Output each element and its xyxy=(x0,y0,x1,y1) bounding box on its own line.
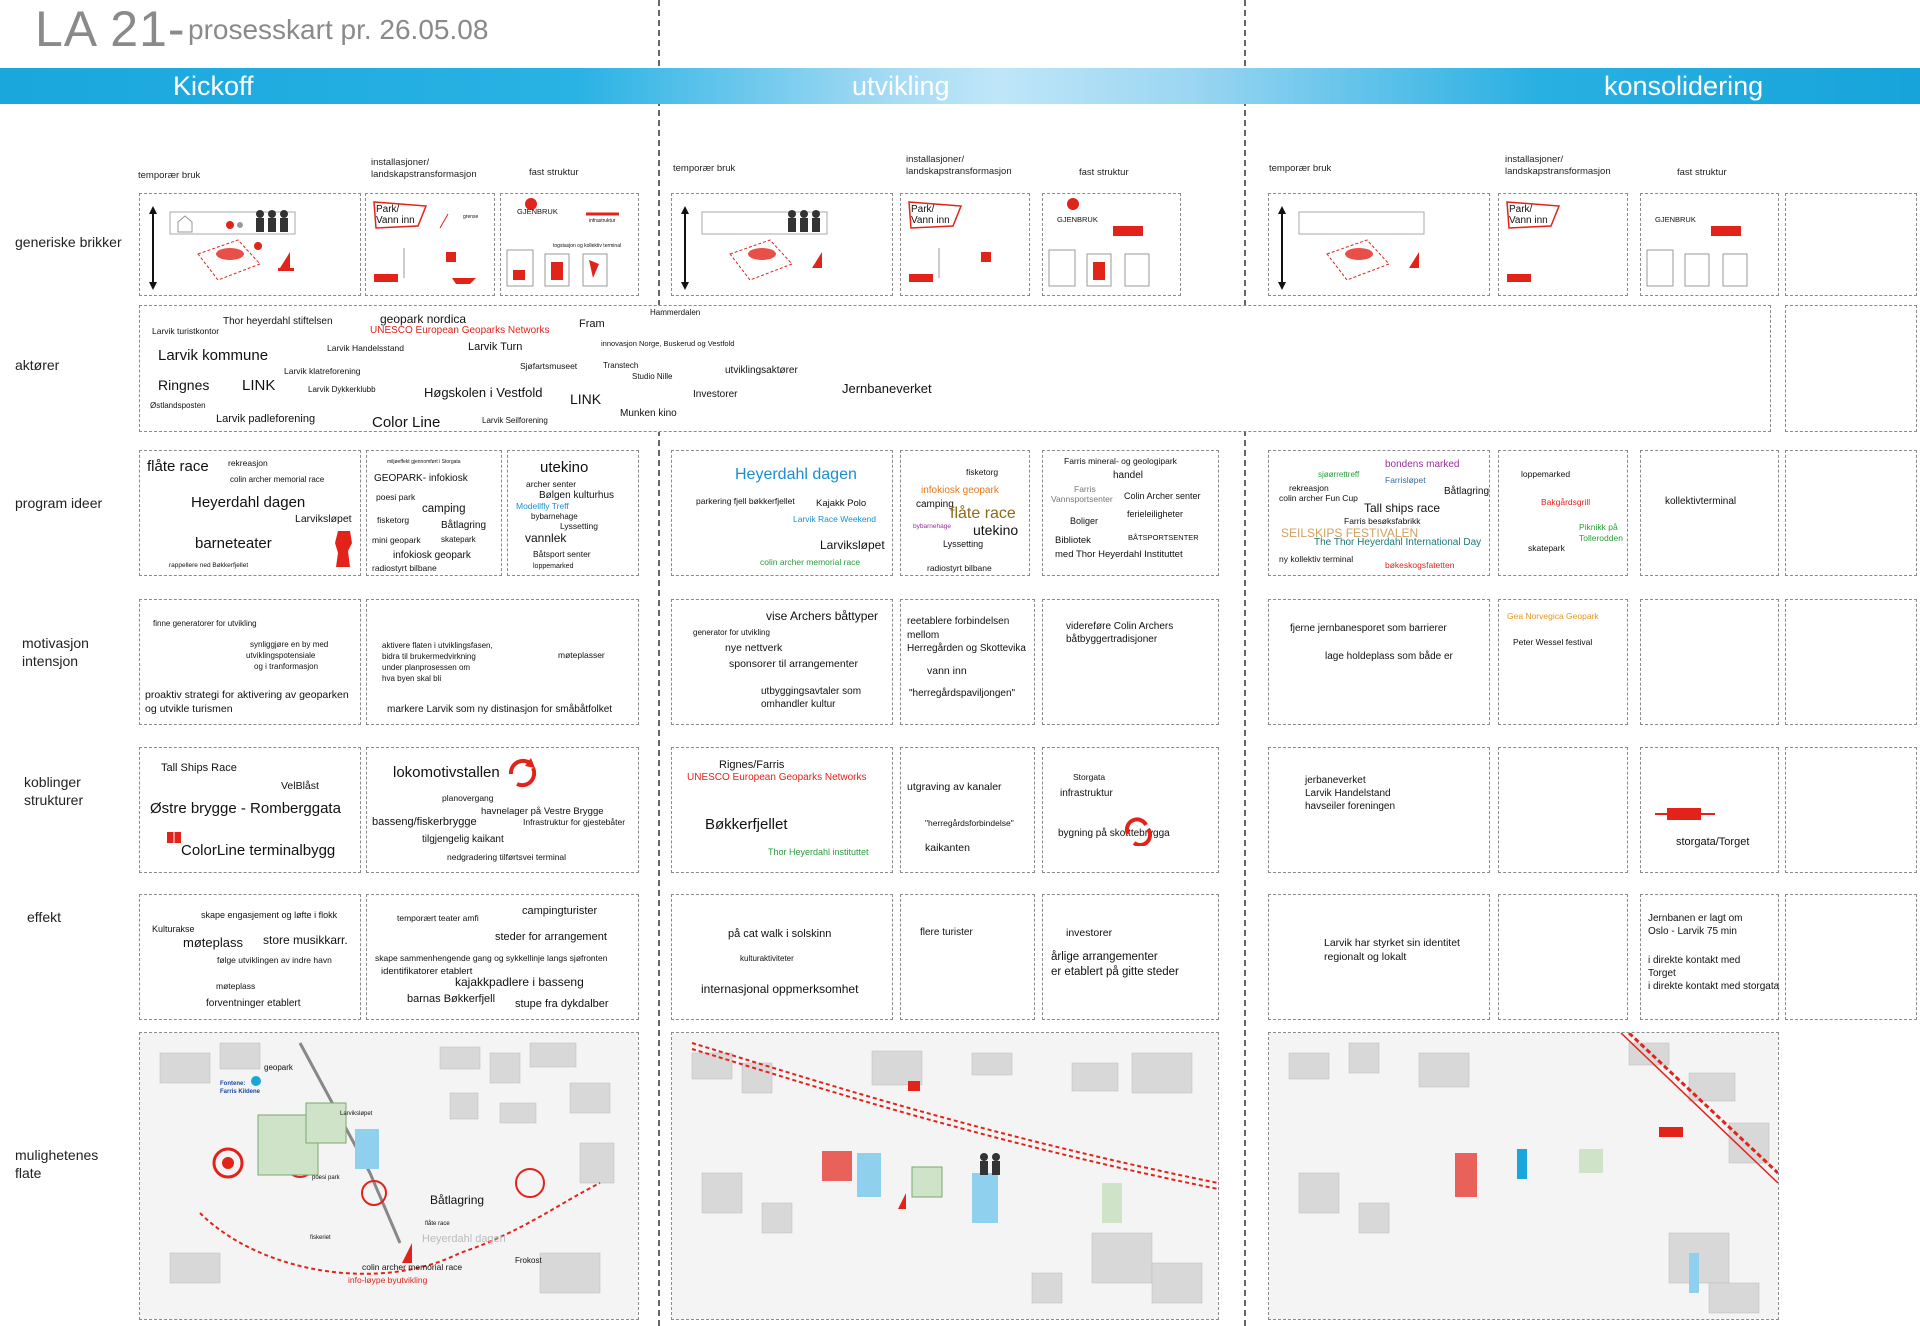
map-konsolidering xyxy=(1268,1032,1779,1320)
program-item: skatepark xyxy=(1528,543,1565,553)
motivasjon-item: bidra til brukermedvirkning xyxy=(382,652,476,661)
infrastruktur-label: infrastruktur xyxy=(589,218,616,224)
effekt-item: følge utviklingen av indre havn xyxy=(217,955,332,965)
kobling-item: Tall Ships Race xyxy=(161,762,237,774)
motivasjon-u3 xyxy=(1042,599,1219,725)
motivasjon-item: utviklingspotensiale xyxy=(246,651,316,660)
program-item: Larviksløpet xyxy=(820,538,885,552)
kobling-item: Larvik Handelstand xyxy=(1305,788,1391,799)
effekt-item: forventninger etablert xyxy=(206,998,301,1009)
phase-konsolidering: konsolidering xyxy=(1604,71,1764,101)
motivasjon-item: Peter Wessel festival xyxy=(1513,637,1593,647)
effekt-u2 xyxy=(900,894,1035,1020)
page-subtitle: prosesskart pr. 26.05.08 xyxy=(188,14,489,45)
fixed-structure-icon-2 xyxy=(1043,194,1179,294)
aktor: geopark nordica xyxy=(380,312,467,326)
program-item: fisketorg xyxy=(966,467,999,477)
koblinger-c1 xyxy=(1268,747,1490,873)
program-item: bybarnehage xyxy=(913,523,951,530)
motivasjon-item: generator for utvikling xyxy=(693,628,770,637)
motivasjon-item: og utvikle turismen xyxy=(145,703,233,715)
program-item: bybarnehage xyxy=(531,512,578,521)
kobling-item: ColorLine terminalbygg xyxy=(181,842,336,859)
koblinger-c2 xyxy=(1498,747,1628,873)
col-header-temp-k: temporær bruk xyxy=(138,170,201,181)
effekt-c1 xyxy=(1268,894,1490,1020)
kobling-item: basseng/fiskerbrygge xyxy=(372,816,477,828)
program-item: The Thor Heyerdahl International Day xyxy=(1314,537,1482,548)
motivasjon-item: og i tranformasjon xyxy=(254,662,319,671)
aktor: Studio Nille xyxy=(632,372,673,381)
gjenbruk-label-2: GJENBRUK xyxy=(1057,215,1098,224)
row-label-generiske: generiske brikker xyxy=(15,234,122,250)
program-item: ny kollektiv terminal xyxy=(1279,554,1354,564)
motivasjon-item: mellom xyxy=(907,630,940,641)
program-c1 xyxy=(1268,450,1490,576)
infrastructure-bar-icon xyxy=(1655,806,1715,822)
program-item: Heyerdahl dagen xyxy=(735,466,857,483)
effekt-item: Oslo - Larvik 75 min xyxy=(1648,926,1737,937)
motivasjon-item: vise Archers båttyper xyxy=(766,609,879,623)
map-label: Farris Kildene xyxy=(220,1089,261,1095)
program-u2 xyxy=(900,450,1030,576)
motivasjon-item: markere Larvik som ny distinasjon for småbåtfolket xyxy=(387,704,613,715)
effekt-item: møteplass xyxy=(216,981,256,991)
program-k3 xyxy=(507,450,639,576)
motivasjon-item: vann inn xyxy=(927,665,967,677)
recycle-icon-2 xyxy=(1123,816,1153,846)
kobling-item: Thor Heyerdahl instituttet xyxy=(768,847,869,857)
motivasjon-item: sponsorer til arrangementer xyxy=(729,658,858,670)
motivasjon-item: videreføre Colin Archers xyxy=(1066,621,1174,632)
effekt-item: i direkte kontakt med xyxy=(1648,955,1741,966)
map-label: info-løype byutvikling xyxy=(348,1275,428,1285)
program-item: Farris besøksfabrikk xyxy=(1344,516,1421,526)
aktor: Thor heyerdahl stiftelsen xyxy=(223,316,333,327)
row-label-aktorer: aktører xyxy=(15,357,60,373)
effekt-item: investorer xyxy=(1066,927,1113,939)
col-header-fast-u: fast struktur xyxy=(1079,167,1129,178)
kobling-item: "herregårdsforbindelse" xyxy=(925,818,1014,828)
motivasjon-k1 xyxy=(139,599,361,725)
phase-divider-1 xyxy=(658,0,660,1326)
program-item: skatepark xyxy=(441,535,476,544)
program-item: Lyssetting xyxy=(943,539,984,549)
map-utvikling xyxy=(671,1032,1219,1320)
program-u1 xyxy=(671,450,893,576)
kobling-item: VelBlåst xyxy=(281,780,319,792)
aktor: Larvik Turn xyxy=(468,341,523,353)
motivasjon-item: omhandler kultur xyxy=(761,699,836,710)
col-header-install-c: installasjoner/ landskapstransformasjon xyxy=(1505,154,1611,177)
site-map-konsolidering xyxy=(1269,1033,1778,1319)
program-item: Colin Archer senter xyxy=(1124,491,1201,501)
program-item: Båtsport senter xyxy=(533,549,591,559)
aktor: innovasjon Norge, Buskerud og Vestfold xyxy=(601,339,735,348)
program-item: SEILSKIPS FESTIVALEN xyxy=(1281,526,1419,540)
aktor: Sjøfartsmuseet xyxy=(520,361,578,371)
park-label-3: Park/ Vann inn xyxy=(1509,204,1548,226)
program-item: Modellfly Treff xyxy=(516,501,569,511)
effekt-item: steder for arrangement xyxy=(495,931,607,943)
koblinger-u2 xyxy=(900,747,1035,873)
phase-divider-2 xyxy=(1244,0,1246,1326)
kobling-item: UNESCO European Geoparks Networks xyxy=(687,772,867,783)
program-item: utekino xyxy=(973,522,1019,538)
page-title: LA 21- xyxy=(35,1,186,57)
motivasjon-extra xyxy=(1785,599,1917,725)
brick-temp-kickoff xyxy=(139,193,361,296)
motivasjon-item: lage holdeplass som både er xyxy=(1325,651,1453,662)
temporary-use-icon-3 xyxy=(1269,194,1489,294)
effekt-u1 xyxy=(671,894,893,1020)
motivasjon-item: møteplasser xyxy=(558,650,605,660)
aktor: UNESCO European Geoparks Networks xyxy=(370,325,550,336)
aktor: Larvik Seilforening xyxy=(482,416,548,425)
col-header-temp-u: temporær bruk xyxy=(673,163,736,174)
motivasjon-c1 xyxy=(1268,599,1490,725)
program-item: ferieleiligheter xyxy=(1127,509,1184,519)
kobling-item: planovergang xyxy=(442,793,494,803)
map-label: Båtlagring xyxy=(430,1193,485,1207)
aktor: Fram xyxy=(579,318,605,330)
program-item: radiostyrt bilbane xyxy=(927,563,992,573)
program-item: Farris mineral- og geologipark xyxy=(1064,456,1177,466)
program-item: handel xyxy=(1113,470,1144,481)
kobling-item: Rignes/Farris xyxy=(719,759,785,771)
program-item: rappellere ned Bøkkerfjellet xyxy=(169,562,249,569)
motivasjon-item: proaktiv strategi for aktivering av geoparken xyxy=(145,689,349,701)
row-label-koblinger: koblinger strukturer xyxy=(24,774,84,808)
program-u3 xyxy=(1042,450,1219,576)
effekt-item: identifikatorer etablert xyxy=(381,966,473,977)
program-item: bøkeskogsfatetten xyxy=(1385,560,1455,570)
motivasjon-item: utbyggingsavtaler som xyxy=(761,686,862,697)
kobling-item: kaikanten xyxy=(925,842,970,854)
brick-fast-utvikling xyxy=(1042,193,1181,296)
map-label: fiskeriet xyxy=(310,1235,331,1241)
aktor: utviklingsaktører xyxy=(725,365,798,376)
program-item: GEOPARK- infokiosk xyxy=(374,473,468,484)
koblinger-u1 xyxy=(671,747,893,873)
brick-extra-konsolidering xyxy=(1785,193,1917,296)
map-label: colin archer memorial race xyxy=(362,1262,463,1272)
effekt-c2 xyxy=(1498,894,1628,1020)
brick-install-utvikling xyxy=(900,193,1030,296)
program-item: Tollerodden xyxy=(1579,533,1623,543)
park-label: Park/ Vann inn xyxy=(376,204,415,226)
aktor: Jernbaneverket xyxy=(842,381,932,396)
kobling-item: havnelager på Vestre Brygge xyxy=(481,806,604,817)
program-k1 xyxy=(139,450,361,576)
motivasjon-k2 xyxy=(366,599,639,725)
program-item: infokiosk geopark xyxy=(393,550,471,561)
program-item: Tall ships race xyxy=(1364,501,1441,515)
program-item: utekino xyxy=(540,459,589,476)
col-header-install-k: installasjoner/ landskapstransformasjon xyxy=(371,157,477,180)
program-extra xyxy=(1785,450,1917,576)
effekt-c3 xyxy=(1640,894,1779,1020)
moai-icon xyxy=(332,529,356,569)
program-item: Larvik Race Weekend xyxy=(793,514,876,524)
program-item: Båtlagring xyxy=(441,520,487,531)
program-item: radiostyrt bilbane xyxy=(372,563,437,573)
program-item: colin archer memorial race xyxy=(760,557,861,567)
aktor: Høgskolen i Vestfold xyxy=(424,385,543,400)
park-label-2: Park/ Vann inn xyxy=(911,204,950,226)
kobling-item: jerbaneverket xyxy=(1305,775,1366,786)
kobling-item: storgata/Torget xyxy=(1676,836,1750,848)
program-item: parkering fjell bøkkerfjellet xyxy=(696,496,795,506)
program-item: Lyssetting xyxy=(560,521,598,531)
aktor: Investorer xyxy=(693,389,738,400)
row-label-effekt: effekt xyxy=(27,909,61,925)
motivasjon-c3 xyxy=(1640,599,1779,725)
aktor: Østlandsposten xyxy=(150,401,206,410)
aktor: LINK xyxy=(570,391,602,407)
effekt-item: campingturister xyxy=(522,905,598,917)
aktor: Larvik kommune xyxy=(158,347,269,364)
kobling-item: utgraving av kanaler xyxy=(907,781,1002,793)
aktor: Larvik Handelsstand xyxy=(327,343,405,353)
kobling-item: nedgradering tilførtsvei terminal xyxy=(447,852,567,862)
col-header-install-u: installasjoner/ landskapstransformasjon xyxy=(906,154,1012,177)
effekt-item: store musikkarr. xyxy=(263,933,348,947)
program-item: flåte race xyxy=(950,505,1016,522)
kobling-item: infrastruktur xyxy=(1060,788,1113,799)
kobling-item: Storgata xyxy=(1073,772,1106,782)
program-item: fisketorg xyxy=(377,515,410,525)
col-header-fast-k: fast struktur xyxy=(529,167,579,178)
brick-temp-konsolidering xyxy=(1268,193,1490,296)
motivasjon-item: nye nettverk xyxy=(725,642,783,654)
brick-install-kickoff xyxy=(365,193,495,296)
map-label: Larviksløpet xyxy=(340,1111,373,1117)
program-item: archer senter xyxy=(526,479,577,489)
program-item: rekreasjon xyxy=(1289,483,1329,493)
motivasjon-item: "herregårdspaviljongen" xyxy=(909,688,1016,699)
recycle-icon xyxy=(505,754,539,788)
motivasjon-u2 xyxy=(900,599,1035,725)
motivasjon-item: Gea Norvegica Geopark xyxy=(1507,611,1599,621)
motivasjon-item: aktivere flaten i utviklingsfasen, xyxy=(382,641,493,650)
koblinger-u3 xyxy=(1042,747,1219,873)
motivasjon-item: reetablere forbindelsen xyxy=(907,616,1010,627)
aktor: Hammerdalen xyxy=(650,308,701,317)
row-label-program: program ideer xyxy=(15,495,103,511)
brick-fast-konsolidering xyxy=(1640,193,1779,296)
program-item: med Thor Heyerdahl Instituttet xyxy=(1055,549,1183,560)
program-item: Heyerdahl dagen xyxy=(191,494,306,511)
effekt-item: årlige arrangementer xyxy=(1051,951,1158,963)
effekt-item: temporært teater amfi xyxy=(397,913,479,923)
effekt-item: barnas Bøkkerfjell xyxy=(407,993,496,1005)
temporary-use-icon-2 xyxy=(672,194,892,294)
brick-fast-kickoff xyxy=(500,193,639,296)
effekt-u3 xyxy=(1042,894,1219,1020)
kobling-item: havseiler foreningen xyxy=(1305,801,1396,812)
kobling-item: tilgjengelig kaikant xyxy=(422,834,504,845)
program-item: vannlek xyxy=(525,531,567,545)
temporary-use-icon xyxy=(140,194,360,294)
aktor: Transtech xyxy=(603,361,639,370)
aktor: Larvik klatreforening xyxy=(284,366,361,376)
effekt-item: internasjonal oppmerksomhet xyxy=(701,982,859,996)
program-item: Bakgårdsgrill xyxy=(1541,497,1591,507)
program-item: Bølgen kulturhus xyxy=(539,490,615,501)
motivasjon-u1 xyxy=(671,599,893,725)
program-item: BÅTSPORTSENTER xyxy=(1128,533,1199,542)
effekt-item: kajakkpadlere i basseng xyxy=(455,975,584,989)
aktor: Larvik padleforening xyxy=(216,413,316,425)
kobling-item: Infrastruktur for gjestebåter xyxy=(523,817,626,827)
effekt-item: Larvik har styrket sin identitet xyxy=(1324,937,1460,949)
program-item: Piknikk på xyxy=(1579,522,1618,532)
program-item: loppemarked xyxy=(533,563,574,570)
col-header-temp-c: temporær bruk xyxy=(1269,163,1332,174)
fixed-structure-icon-3 xyxy=(1641,194,1777,294)
togstasjon-label: togstasjon og kollektiv terminal xyxy=(553,243,622,249)
aktor: Color Line xyxy=(372,414,441,431)
program-item: sjøørrettreff xyxy=(1318,470,1360,479)
brick-temp-utvikling xyxy=(671,193,893,296)
aktor: Ringnes xyxy=(158,377,210,393)
kobling-item: lokomotivstallen xyxy=(393,764,500,781)
effekt-item: regionalt og lokalt xyxy=(1324,951,1407,963)
aktor: Larvik turistkontor xyxy=(152,326,220,336)
effekt-k2 xyxy=(366,894,639,1020)
map-kickoff xyxy=(139,1032,639,1320)
motivasjon-item: finne generatorer for utvikling xyxy=(153,619,257,628)
effekt-item: Torget xyxy=(1648,968,1676,979)
map-label: Fontene: xyxy=(220,1081,246,1087)
kobling-item: bygning på skotttebrygga xyxy=(1058,828,1170,839)
effekt-item: skape sammenhengende gang og sykkellinje langs sjøfronten xyxy=(375,953,608,963)
phase-utvikling: utvikling xyxy=(852,71,950,101)
effekt-k1 xyxy=(139,894,361,1020)
program-item: kollektivterminal xyxy=(1665,496,1737,507)
effekt-item: Kulturakse xyxy=(152,924,195,934)
effekt-item: møteplass xyxy=(183,935,243,950)
col-header-fast-c: fast struktur xyxy=(1677,167,1727,178)
aktor: Larvik Dykkerklubb xyxy=(308,385,376,394)
map-label: poesi park xyxy=(312,1175,340,1181)
program-item: colin archer memorial race xyxy=(230,475,325,484)
effekt-item: stupe fra dykdalber xyxy=(515,998,609,1010)
effekt-item: flere turister xyxy=(920,927,973,938)
aktor: LINK xyxy=(242,377,276,394)
aktorer-extra-box xyxy=(1785,305,1917,432)
koblinger-c3 xyxy=(1640,747,1779,873)
effekt-extra xyxy=(1785,894,1917,1020)
program-item: miljøeffekt gjennomført i Storgata xyxy=(387,459,461,465)
program-item: Farris xyxy=(1074,484,1096,494)
brick-install-konsolidering xyxy=(1498,193,1628,296)
gift-icon xyxy=(166,828,182,844)
motivasjon-item: båtbyggertradisjoner xyxy=(1066,634,1158,645)
program-item: Farrisløpet xyxy=(1385,475,1426,485)
koblinger-k2 xyxy=(366,747,639,873)
koblinger-k1 xyxy=(139,747,361,873)
kobling-item: Bøkkerfjellet xyxy=(705,816,788,833)
motivasjon-item: hva byen skal bli xyxy=(382,674,442,683)
effekt-item: i direkte kontakt med storgata xyxy=(1648,981,1780,992)
program-item: infokiosk geopark xyxy=(921,485,999,496)
effekt-item: skape engasjement og løfte i flokk xyxy=(201,910,338,920)
row-label-motivasjon: motivasjon intensjon xyxy=(22,635,89,669)
program-item: Bibliotek xyxy=(1055,535,1091,546)
map-label: Heyerdahl dagen xyxy=(422,1233,506,1245)
program-item: barneteater xyxy=(195,535,272,552)
map-label: Frokost xyxy=(515,1256,542,1265)
effekt-item: er etablert på gitte steder xyxy=(1051,966,1179,978)
motivasjon-item: Herregården og Skottevika xyxy=(907,643,1026,654)
effekt-item: Jernbanen er lagt om xyxy=(1648,913,1743,924)
program-item: Larviksløpet xyxy=(295,513,352,525)
map-extra xyxy=(1785,1032,1917,1320)
program-item: loppemarked xyxy=(1521,469,1571,479)
aktor: Munken kino xyxy=(620,408,677,419)
program-item: mini geopark xyxy=(372,535,421,545)
gjenbruk-label: GJENBRUK xyxy=(517,207,558,216)
program-item: Boliger xyxy=(1070,516,1099,526)
program-c2 xyxy=(1498,450,1628,576)
program-item: camping xyxy=(916,499,954,510)
effekt-item: på cat walk i solskinn xyxy=(728,928,832,940)
koblinger-extra xyxy=(1785,747,1917,873)
motivasjon-c2 xyxy=(1498,599,1628,725)
row-label-mulighetenes: mulighetenes flate xyxy=(15,1147,99,1181)
program-item: flåte race xyxy=(147,458,209,475)
program-k2 xyxy=(366,450,502,576)
program-item: poesi park xyxy=(376,492,416,502)
map-label: geopark xyxy=(264,1063,293,1072)
motivasjon-item: fjerne jernbanesporet som barrierer xyxy=(1290,623,1447,634)
kobling-item: Østre brygge - Romberggata xyxy=(150,800,341,817)
motivasjon-item: synliggjøre en by med xyxy=(250,640,329,649)
phase-kickoff: Kickoff xyxy=(173,71,254,101)
grense-label: grense xyxy=(463,214,479,220)
program-item: Kajakk Polo xyxy=(816,498,867,509)
program-item: Vannsportsenter xyxy=(1051,494,1113,504)
gjenbruk-label-3: GJENBRUK xyxy=(1655,215,1696,224)
program-item: rekreasjon xyxy=(228,458,268,468)
program-item: bondens marked xyxy=(1385,459,1460,470)
program-item: Båtlagring xyxy=(1444,486,1490,497)
effekt-item: kulturaktiviteter xyxy=(740,954,794,963)
program-c3 xyxy=(1640,450,1779,576)
map-label: flåte race xyxy=(425,1221,450,1227)
motivasjon-item: under planprosessen om xyxy=(382,663,471,672)
program-item: colin archer Fun Cup xyxy=(1279,493,1358,503)
program-item: camping xyxy=(422,503,466,515)
aktorer-box xyxy=(139,305,1771,432)
site-map-utvikling xyxy=(672,1033,1218,1319)
